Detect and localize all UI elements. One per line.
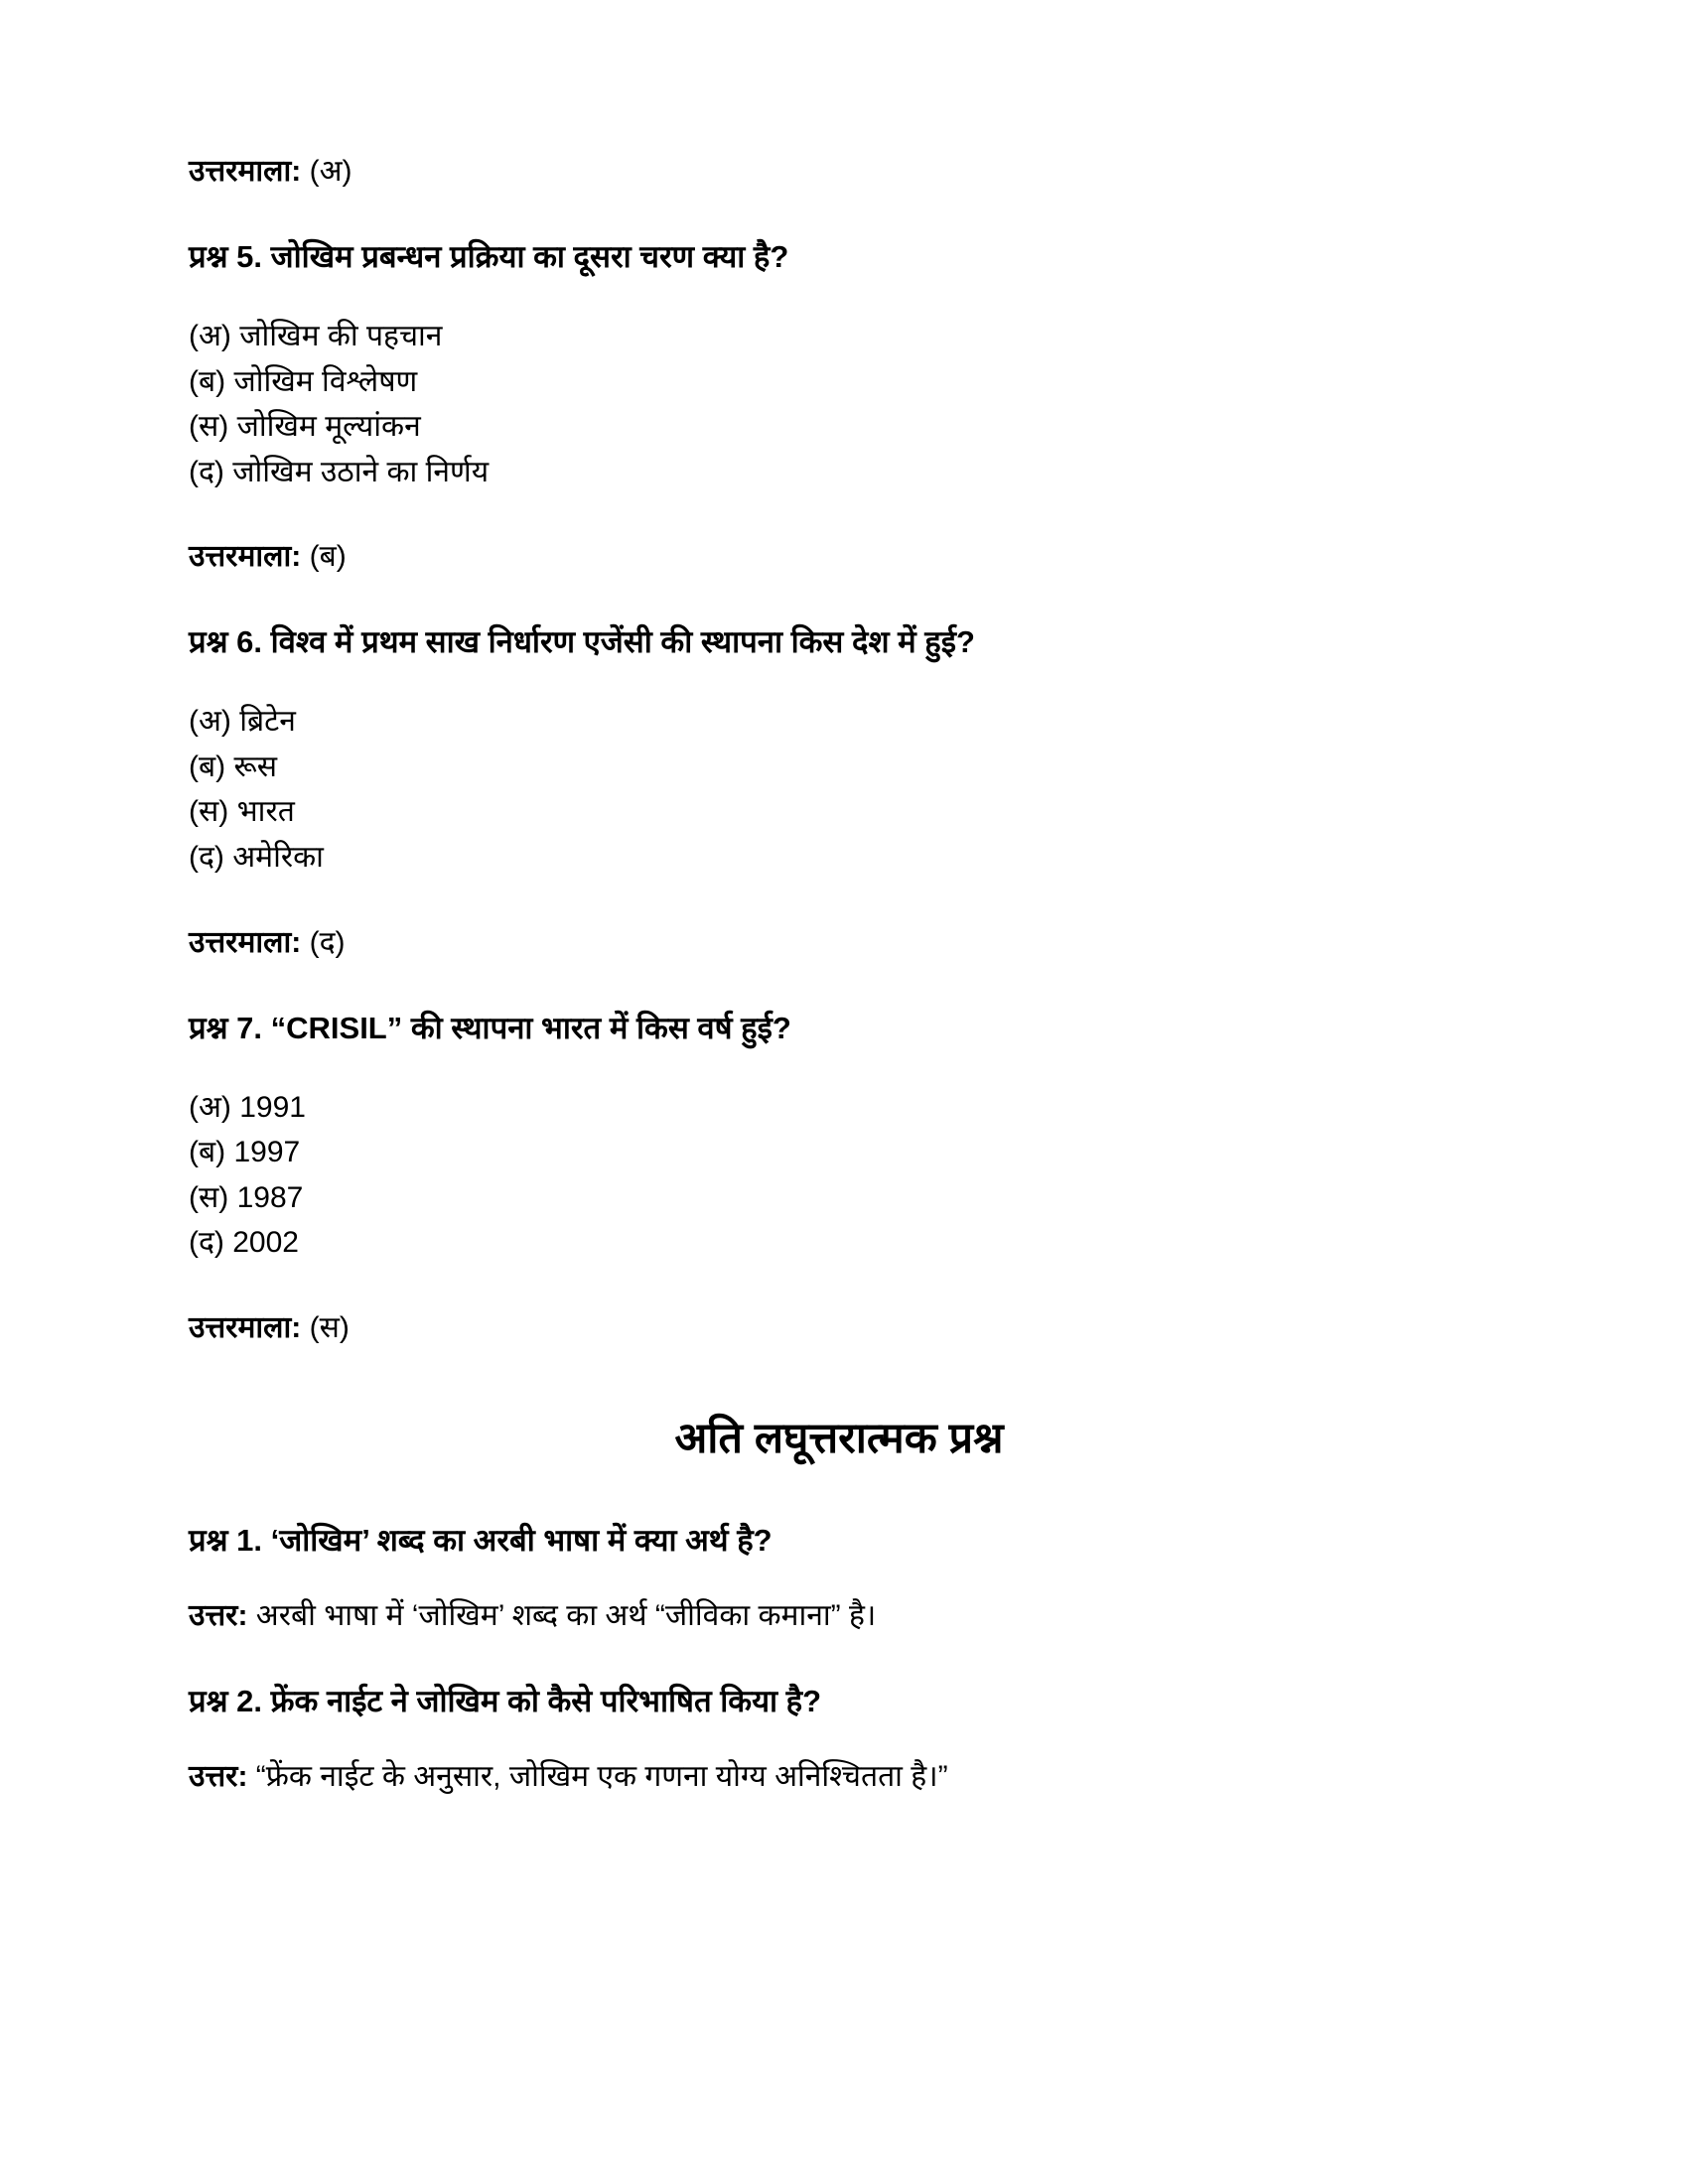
option-item: (ब) 1997	[189, 1136, 301, 1169]
option-item: (स) जोखिम मूल्यांकन	[189, 410, 421, 444]
mcq-block	[189, 1007, 1489, 1350]
question-heading: प्रश्न 5. जोखिम प्रबन्धन प्रक्रिया का दूसरा चरण क्या है?	[189, 239, 789, 274]
option-list	[189, 1085, 1489, 1266]
answer-line	[189, 1305, 1489, 1350]
option-item: (अ) 1991	[189, 1090, 306, 1124]
answer-label: उत्तर:	[189, 1598, 248, 1632]
answer-label: उत्तरमाला:	[189, 155, 302, 188]
answer-line	[189, 149, 1489, 194]
answer-value: (स)	[309, 1310, 350, 1344]
option-item: (अ) ब्रिटेन	[189, 705, 296, 739]
option-list	[189, 314, 1489, 494]
option-list	[189, 699, 1489, 880]
option-item: (ब) रूस	[189, 750, 278, 783]
answer-value: (ब)	[309, 540, 347, 574]
answer-line	[189, 920, 1489, 965]
option-item: (द) जोखिम उठाने का निर्णय	[189, 455, 490, 488]
short-answer-block	[189, 1680, 1489, 1799]
answer-value: (अ)	[309, 155, 352, 188]
option-item: (द) 2002	[189, 1226, 299, 1260]
answer-label: उत्तरमाला:	[189, 925, 302, 959]
answer-line	[189, 1593, 1489, 1638]
mcq-block	[189, 235, 1489, 579]
answer-value: अरबी भाषा में ‘जोखिम’ शब्द का अर्थ “जीविका कमाना” है।	[255, 1598, 877, 1632]
answer-label: उत्तरमाला:	[189, 1310, 302, 1344]
mcq-block	[189, 620, 1489, 964]
question-heading: प्रश्न 2. फ्रेंक नाईट ने जोखिम को कैसे परिभाषित किया है?	[189, 1683, 822, 1718]
answer-value: “फ्रेंक नाईट के अनुसार, जोखिम एक गणना योग्य अनिश्चितता है।”	[255, 1759, 948, 1793]
answer-value: (द)	[309, 925, 346, 959]
answer-line	[189, 1754, 1489, 1799]
question-heading: प्रश्न 1. ‘जोखिम’ शब्द का अरबी भाषा में क्या अर्थ है?	[189, 1522, 773, 1558]
option-item: (ब) जोखिम विश्लेषण	[189, 364, 418, 398]
answer-label: उत्तरमाला:	[189, 540, 302, 574]
question-heading: प्रश्न 6. विश्व में प्रथम साख निर्धारण एजेंसी की स्थापना किस देश में हुई?	[189, 624, 975, 660]
answer-label: उत्तर:	[189, 1759, 248, 1793]
section-heading: अति लघूत्तरात्मक प्रश्न	[674, 1414, 1004, 1462]
answer-line	[189, 534, 1489, 579]
question-heading: प्रश्न 7. “CRISIL” की स्थापना भारत में किस वर्ष हुई?	[189, 1010, 791, 1045]
option-item: (द) अमेरिका	[189, 841, 324, 875]
option-item: (स) 1987	[189, 1180, 304, 1214]
short-answer-block	[189, 1519, 1489, 1638]
option-item: (स) भारत	[189, 795, 295, 829]
option-item: (अ) जोखिम की पहचान	[189, 319, 443, 352]
